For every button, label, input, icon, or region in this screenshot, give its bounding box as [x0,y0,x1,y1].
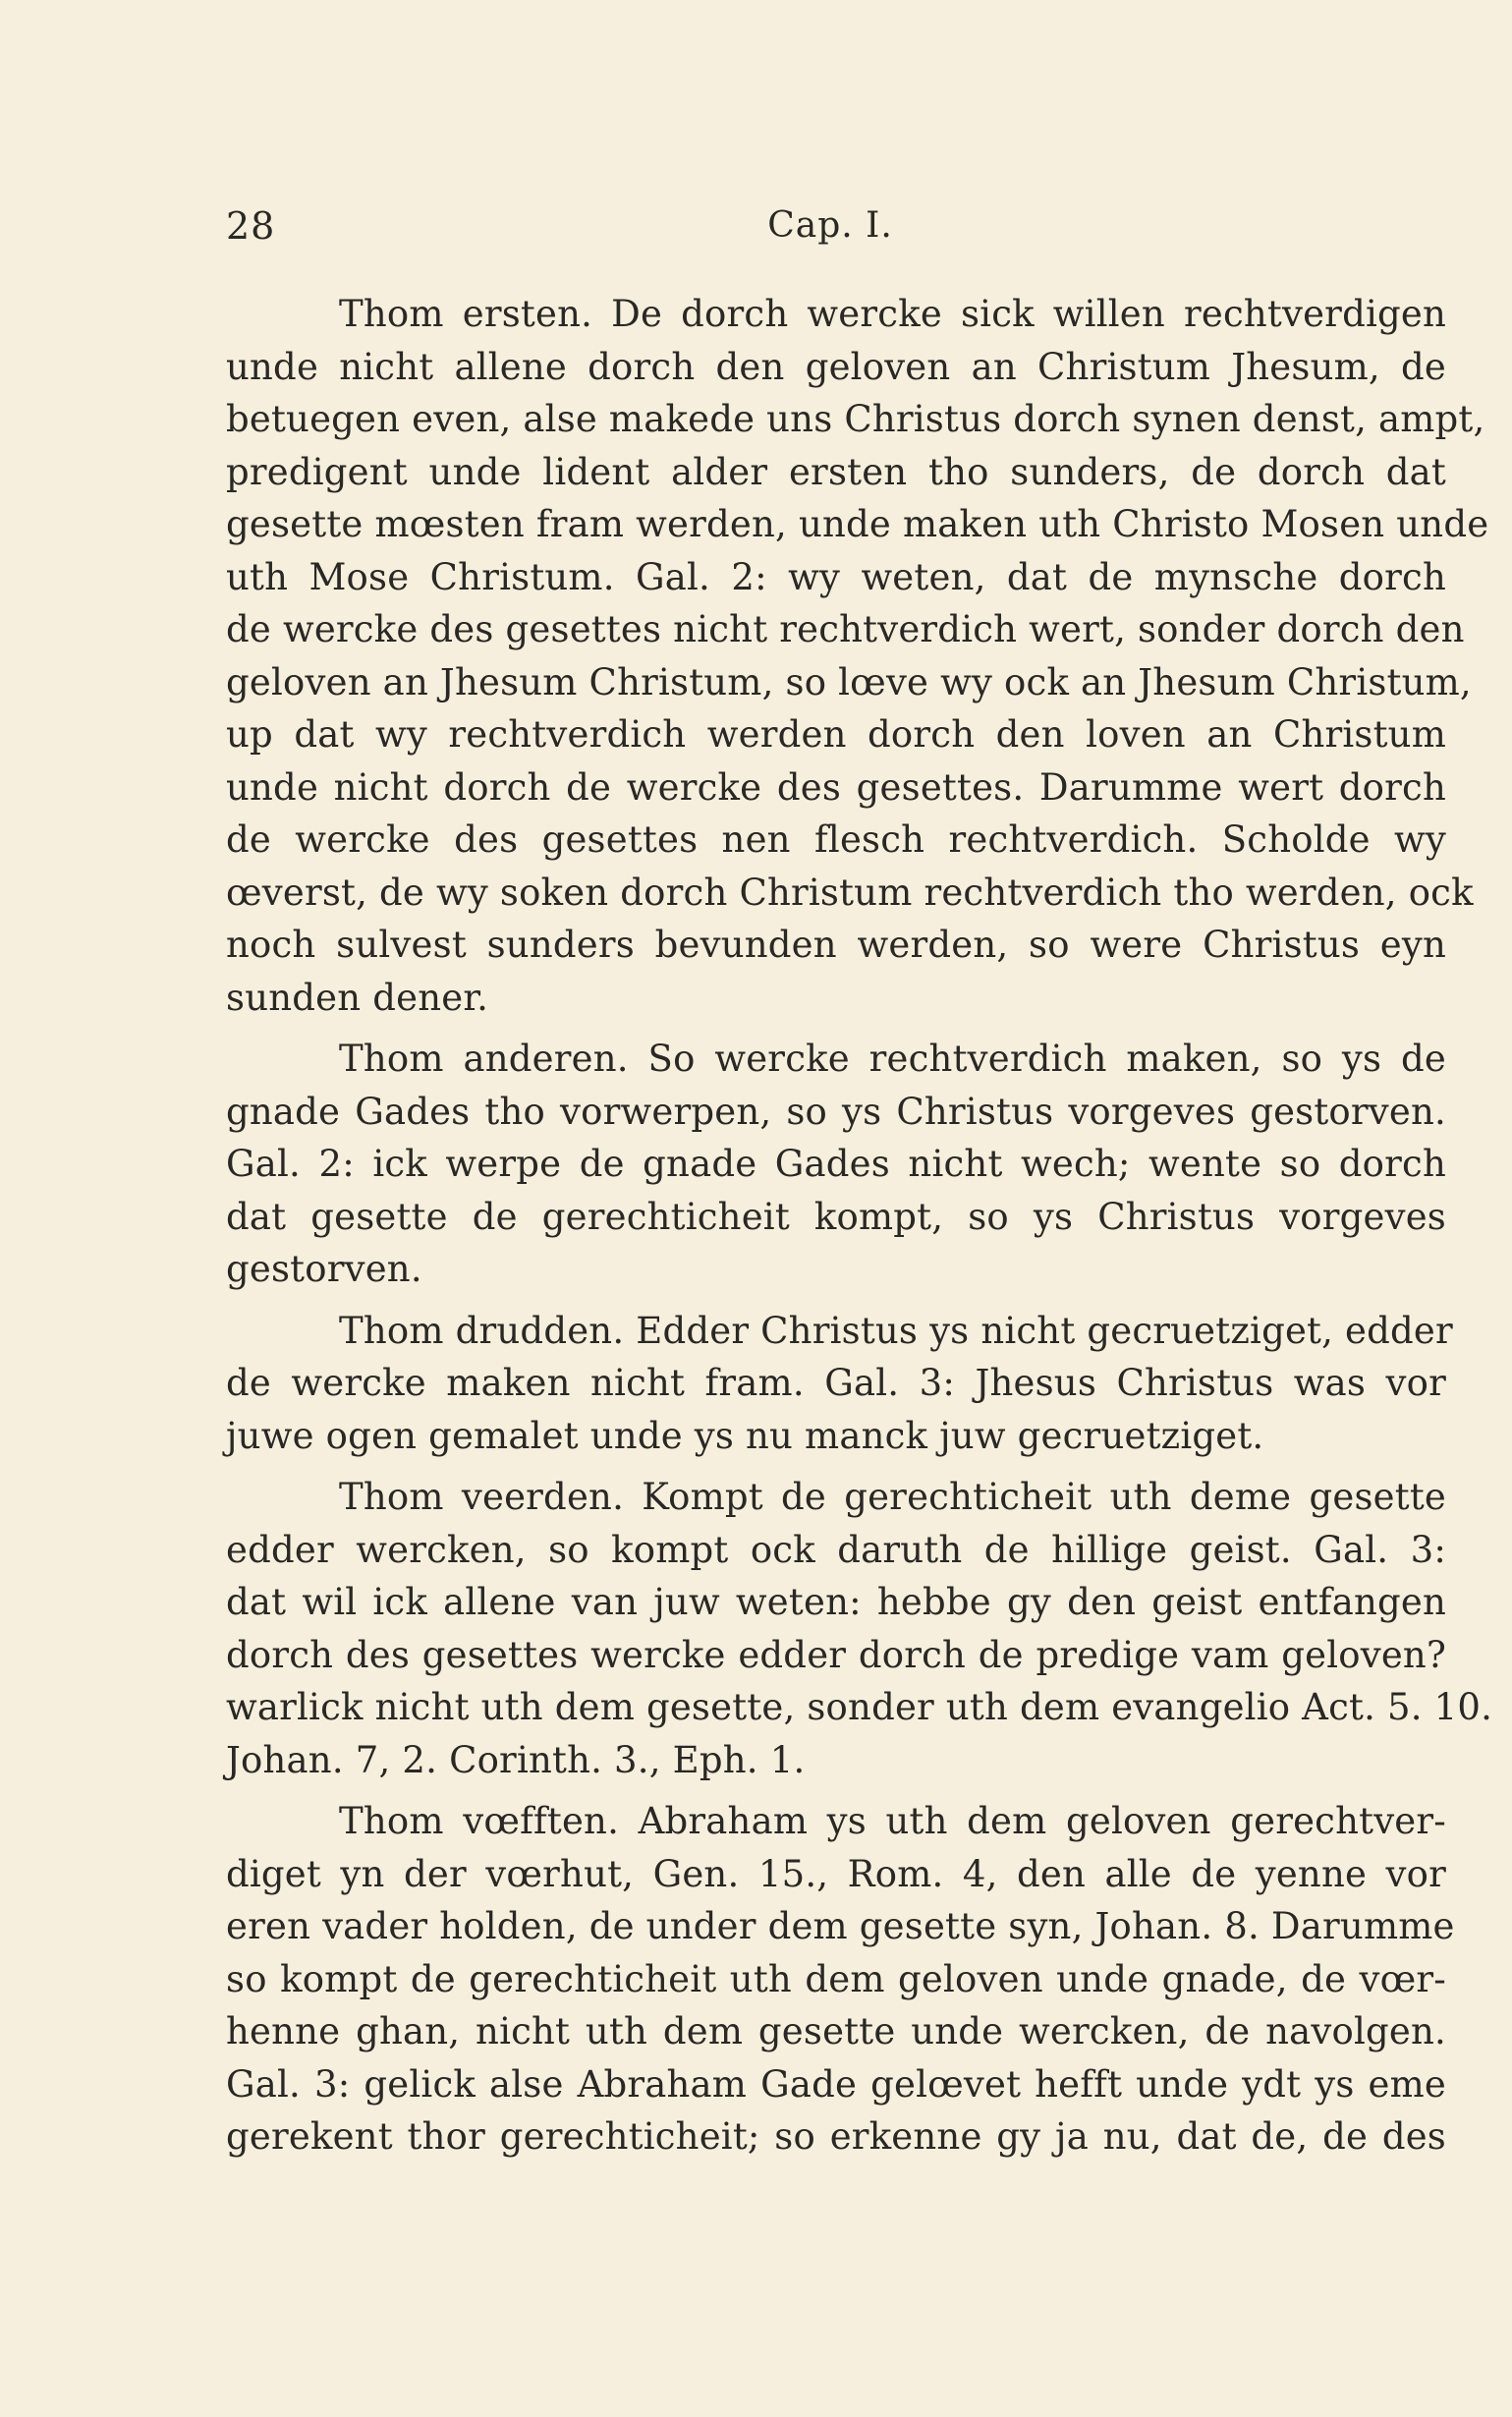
text-line: noch sulvest sunders bevunden werden, so were Christus eyn [226,924,1446,966]
text-line: gesette mœsten fram werden, unde maken uth Christo Mosen unde [226,503,1489,545]
text-line: up dat wy rechtverdich werden dorch den loven an Christum [226,713,1446,756]
text-line: geloven an Jhesum Christum, so lœve wy ock an Jhesum Christum, [226,660,1472,703]
text-line: sunden dener. [226,976,489,1019]
text-line: juwe ogen gemalet unde ys nu manck juw gecruetziget. [226,1414,1264,1457]
text-line: gnade Gades tho vorwerpen, so ys Christus vorgeves gestorven. [226,1090,1446,1133]
text-line: unde nicht allene dorch den geloven an Christum Jhesum, de [226,345,1446,388]
text-line: Thom vœfften. Abraham ys uth dem geloven gerechtver- [339,1800,1446,1842]
text-line: Thom ersten. De dorch wercke sick willen rechtverdigen [339,293,1446,335]
paragraph-2 [226,1033,1446,1296]
text-line: dat wil ick allene van juw weten: hebbe gy den geist entfangen [226,1581,1446,1623]
text-line: dat gesette de gerechticheit kompt, so ys Christus vorgeves [226,1195,1446,1238]
text-line: edder wercken, so kompt ock daruth de hillige geist. Gal. 3: [226,1528,1446,1571]
text-line: œverst, de wy soken dorch Christum rechtverdich tho werden, ock [226,871,1474,914]
text-line: Thom veerden. Kompt de gerechticheit uth deme gesette [339,1476,1446,1518]
paragraph-1 [226,288,1489,1024]
paragraph-4 [226,1471,1493,1786]
text-line: henne ghan, nicht uth dem gesette unde wercken, de navolgen. [226,2010,1446,2052]
text-line: unde nicht dorch de wercke des gesettes. Darumme wert dorch [226,765,1446,809]
text-line: gestorven. [226,1248,422,1290]
text-line: dorch des gesettes wercke edder dorch de predige vam geloven? [226,1633,1446,1676]
text-line: Gal. 2: ick werpe de gnade Gades nicht wech; wente so dorch [226,1143,1446,1185]
text-line: de wercke maken nicht fram. Gal. 3: Jhesus Christus was vor [226,1362,1446,1404]
text-line: uth Mose Christum. Gal. 2: wy weten, dat de mynsche dorch [226,555,1446,598]
paragraph-3 [226,1305,1453,1463]
text-line: predigent unde lident alder ersten tho sunders, de dorch dat [226,450,1446,493]
text-line: warlick nicht uth dem gesette, sonder uth dem evangelio Act. 5. 10. [226,1686,1493,1728]
text-line: de wercke des gesettes nicht rechtverdich wert, sonder dorch den [226,608,1465,650]
text-line: de wercke des gesettes nen flesch rechtverdich. Scholde wy [226,818,1446,861]
running-head: Cap. I. [767,205,893,246]
page-number: 28 [226,204,276,248]
paragraph-5 [226,1795,1455,2164]
text-line: so kompt de gerechticheit uth dem geloven unde gnade, de vœr- [226,1957,1446,2000]
text-line: gerekent thor gerechticheit; so erkenne gy ja nu, dat de, de des [226,2115,1446,2158]
text-line: Thom drudden. Edder Christus ys nicht gecruetziget, edder [339,1309,1453,1352]
text-line: Thom anderen. So wercke rechtverdich maken, so ys de [339,1038,1446,1080]
body-text [226,288,1493,2172]
text-line: Johan. 7, 2. Corinth. 3., Eph. 1. [226,1738,806,1781]
text-line: Gal. 3: gelick alse Abraham Gade gelœvet hefft unde ydt ys eme [226,2062,1446,2106]
text-line: eren vader holden, de under dem gesette syn, Johan. 8. Darumme [226,1905,1455,1947]
text-line: betuegen even, alse makede uns Christus dorch synen denst, ampt, [226,398,1485,440]
text-line: diget yn der vœrhut, Gen. 15., Rom. 4, den alle de yenne vor [226,1852,1446,1895]
